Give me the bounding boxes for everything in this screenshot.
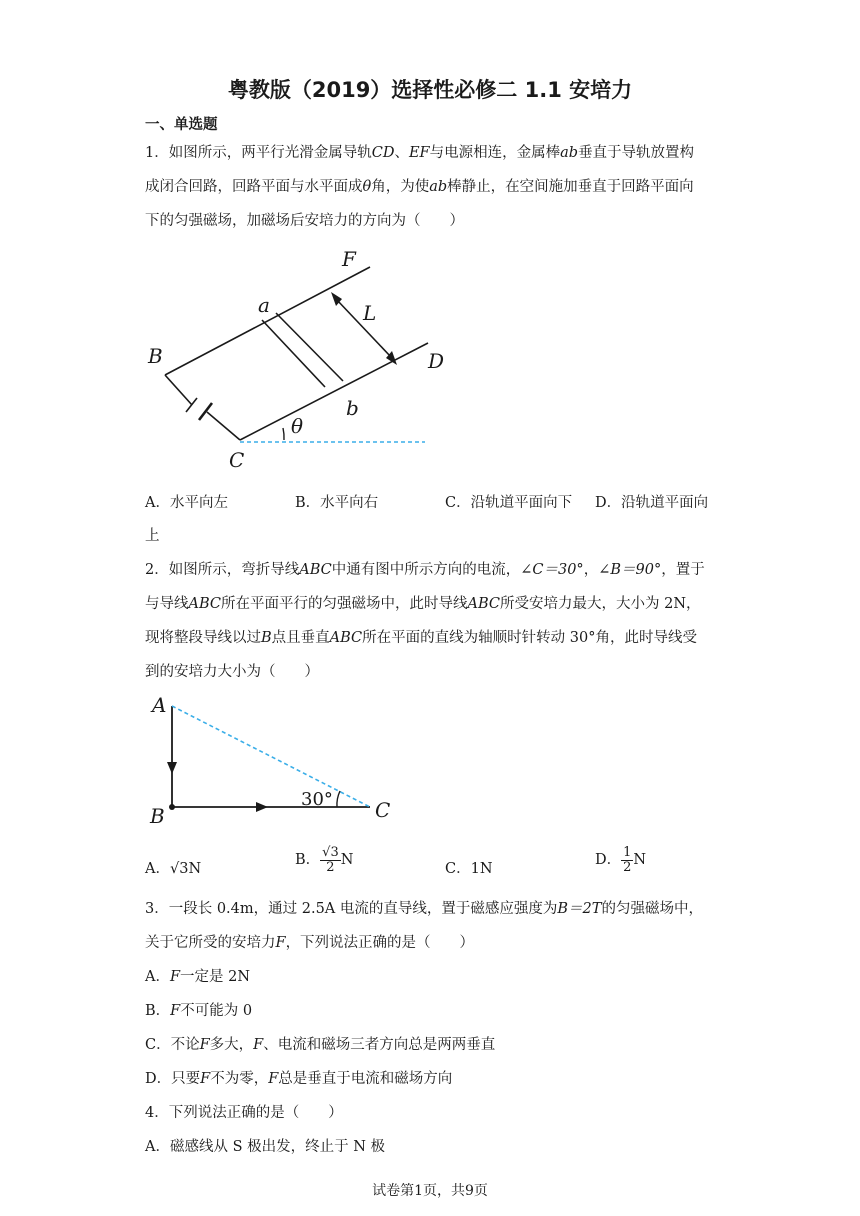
q3-option-d[interactable]: D．只要F不为零，F总是垂直于电流和磁场方向 [145,1071,453,1087]
q1-label-F: F [342,247,356,271]
q2-label-C: C [375,798,391,822]
page-footer: 试卷第1页，共9页 [372,1183,488,1199]
q2-line3: 现将整段导线以过B点且垂直ABC所在平面的直线为轴顺时针转动 30°角，此时导线受 [145,630,697,646]
q1-option-b[interactable]: B．水平向右 [295,495,379,511]
q1-rail-diagram [130,235,450,475]
q4-option-a[interactable]: A．磁感线从 S 极出发，终止于 N 极 [145,1139,386,1155]
q1-line2: 成闭合回路，回路平面与水平面成θ角，为使ab棒静止，在空间施加垂直于回路平面向 [145,179,694,195]
q1-label-theta: θ [291,414,304,438]
q2-line2: 与导线ABC所在平面平行的匀强磁场中，此时导线ABC所受安培力最大，大小为 2N， [145,596,701,612]
q2-line4: 到的安培力大小为（ ） [145,664,319,680]
q1-label-D: D [428,349,445,373]
q1-label-a: a [258,293,270,317]
q3-line2: 关于它所受的安培力F，下列说法正确的是（ ） [145,935,475,951]
q1-line1: 1．如图所示，两平行光滑金属导轨CD、EF与电源相连，金属棒ab垂直于导轨放置构 [145,145,695,161]
q1-label-L: L [363,301,377,325]
q1-option-a[interactable]: A．水平向左 [145,495,228,511]
q3-option-b[interactable]: B．F不可能为 0 [145,1003,253,1019]
q2-option-d[interactable]: D． $\frac{1}{2}$ N [595,845,647,875]
section-heading: 一、单选题 [145,117,218,133]
q3-line1: 3．一段长 0.4m，通过 2.5A 电流的直导线，置于磁感应强度为B＝2T的匀强磁场中， [145,901,703,917]
q3-option-c[interactable]: C．不论F多大，F、电流和磁场三者方向总是两两垂直 [145,1037,496,1053]
page-title: 粤教版（2019）选择性必修二 1.1 安培力 [227,78,633,102]
q2-option-b[interactable]: B． $\frac{√3}{2}$ N [295,845,354,875]
q1-label-B: B [148,344,163,368]
q1-option-c[interactable]: C．沿轨道平面向下 [445,495,573,511]
q1-label-b: b [346,396,359,420]
q1-label-C: C [229,448,245,472]
q1-option-d-cont: 上 [145,528,160,544]
q2-label-B: B [150,804,165,828]
q1-option-d[interactable]: D．沿轨道平面向 [595,495,709,511]
q3-option-a[interactable]: A．F一定是 2N [145,969,251,985]
q1-line3: 下的匀强磁场，加磁场后安培力的方向为（ ） [145,213,464,229]
q2-angle-label: 30° [301,789,333,810]
q2-label-A: A [152,693,167,717]
q2-option-a[interactable]: A．√3N [145,861,202,877]
q2-line1: 2．如图所示，弯折导线ABC中通有图中所示方向的电流，∠C＝30°，∠B＝90°，置于 [145,562,705,578]
q2-wire-diagram [145,690,405,830]
q2-option-c[interactable]: C．1N [445,861,493,877]
q4-line1: 4．下列说法正确的是（ ） [145,1105,343,1121]
